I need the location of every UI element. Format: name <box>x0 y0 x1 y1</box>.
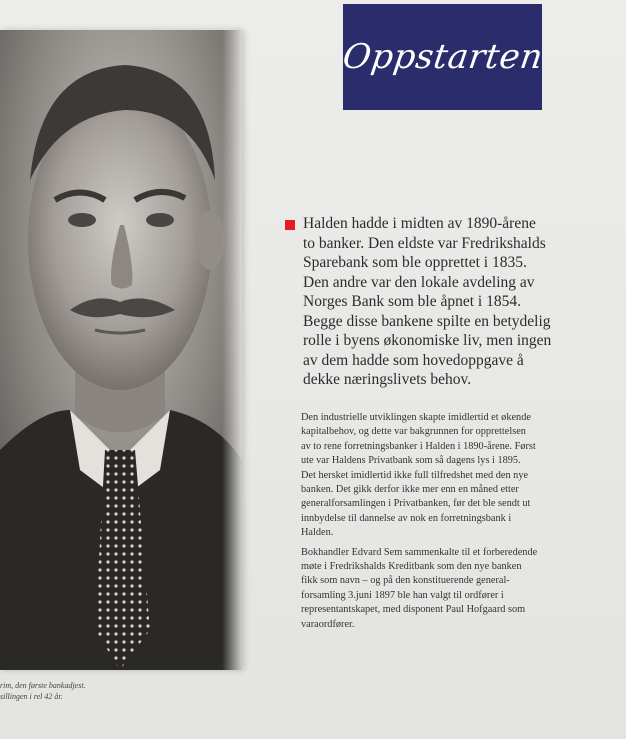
lead-line: Halden hadde i midten av 1890-årene <box>303 215 536 232</box>
lead-text <box>303 214 605 390</box>
body-line: generalforsamlingen i Privatbanken, før det ble sendt ut <box>301 498 531 510</box>
portrait-illustration <box>0 30 242 670</box>
body-line: innbydelse til dannelse av nok en forretningsbank i <box>301 512 512 524</box>
lead-line: Begge disse bankene spilte en betydelig <box>303 312 551 330</box>
body-line: ute var Haldens Privatbank som så dagens lys i 1895. <box>301 455 521 467</box>
body-text <box>301 411 601 637</box>
photo-caption <box>0 680 240 702</box>
body-line: Halden. <box>301 527 334 539</box>
photo-edge-fade <box>222 30 242 670</box>
lead-paragraph <box>285 214 605 390</box>
body-line: banken. Det gikk derfor ikke mer enn en måned etter <box>301 484 519 496</box>
body-line: Bokhandler Edvard Sem sammenkalte til et forberedende <box>301 546 538 558</box>
body-line: av to rene forretningsbanker i Halden i 1890-årene. Først <box>301 440 536 452</box>
body-line: fikk som navn – og på den konstituerende general- <box>301 575 510 587</box>
lead-line: Den andre var den lokale avdeling av <box>303 273 535 291</box>
lead-line: Sparebank som ble opprettet i 1835. <box>303 254 527 271</box>
body-line: forsamling 3.juni 1897 ble han valgt til ordfører i <box>301 589 504 601</box>
body-line: kapitalbehov, og dette var bakgrunnen for opprettelsen <box>301 426 526 438</box>
body-line: Det hersket imidlertid ikke full tilfredshet med den nye <box>301 469 529 481</box>
body-paragraph <box>301 546 601 632</box>
caption-line: rim, den første bankadjest. <box>0 681 86 690</box>
portrait-photo <box>0 30 242 670</box>
body-line: representantskapet, med disponent Paul Hofgaard som <box>301 604 526 616</box>
lead-line: av dem hadde som hovedoppgave å <box>303 351 524 369</box>
body-line: Den industrielle utviklingen skapte imidlertid et økende <box>301 412 531 423</box>
body-paragraph <box>301 411 601 541</box>
caption-line: sillingen i rel 42 år. <box>0 692 63 701</box>
title-box <box>339 4 546 110</box>
page-title: Oppstarten <box>339 37 546 77</box>
lead-line: dekke næringslivets behov. <box>303 371 472 388</box>
red-bullet-icon <box>285 220 295 230</box>
lead-line: to banker. Den eldste var Fredrikshalds <box>303 234 546 252</box>
body-line: møte i Fredrikshalds Kreditbank som den nye banken <box>301 561 522 573</box>
body-line: varaordfører. <box>301 618 355 630</box>
lead-line: rolle i byens økonomiske liv, men ingen <box>303 332 552 349</box>
lead-line: Norges Bank som ble åpnet i 1854. <box>303 293 521 310</box>
